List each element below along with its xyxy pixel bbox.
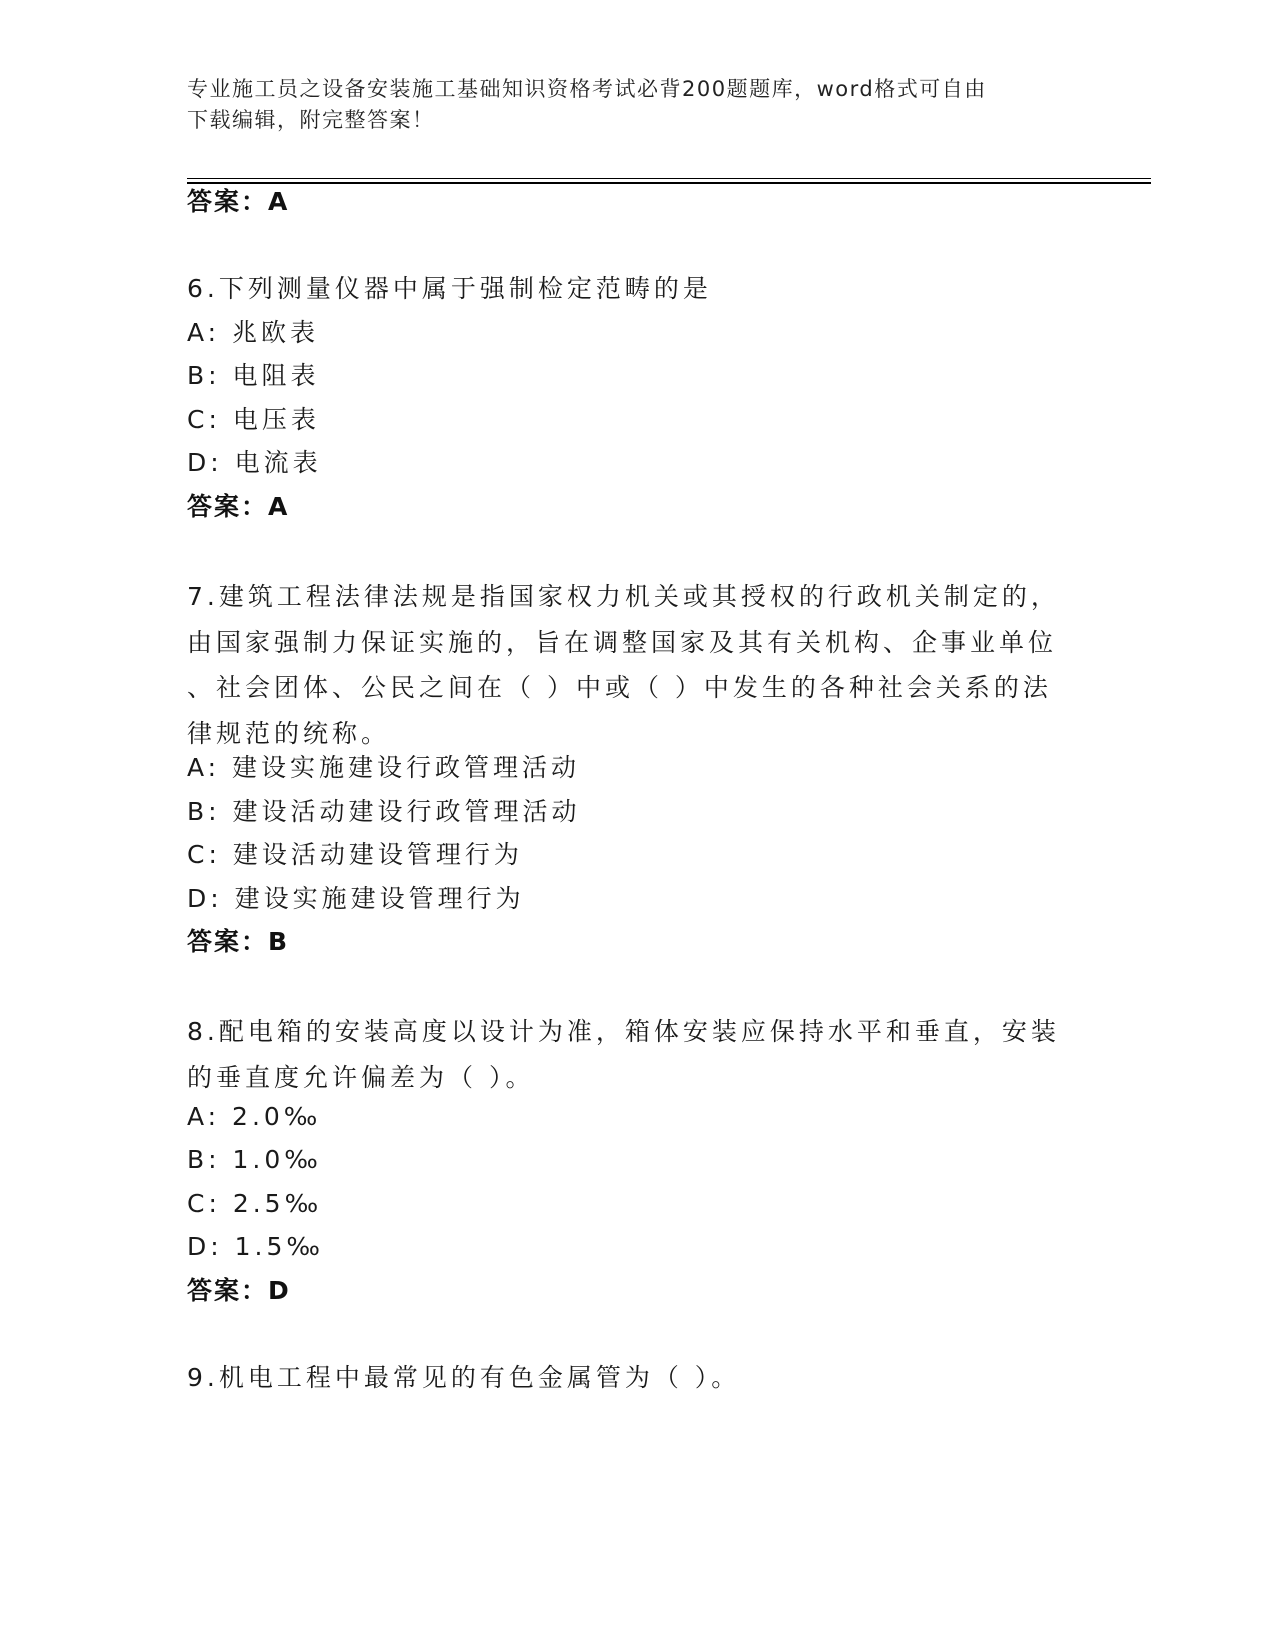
answer-prev: 答案：A bbox=[187, 187, 290, 216]
q8-line-1: 8.配电箱的安装高度以设计为准，箱体安装应保持水平和垂直，安装 bbox=[187, 1017, 1060, 1046]
q7-option-c: C: 建设活动建设管理行为 bbox=[187, 840, 523, 869]
q7-line-3: 、社会团体、公民之间在（ ）中或（ ）中发生的各种社会关系的法 bbox=[187, 673, 1052, 702]
header-line-1: 专业施工员之设备安装施工基础知识资格考试必背200题题库，word格式可自由 bbox=[187, 77, 987, 101]
q8-option-a: A: 2.0‰ bbox=[187, 1102, 322, 1131]
question-6: 6.下列测量仪器中属于强制检定范畴的是 bbox=[187, 274, 712, 303]
header-divider-thin bbox=[187, 178, 1151, 179]
q7-option-b: B: 建设活动建设行政管理活动 bbox=[187, 797, 581, 826]
question-7 bbox=[187, 574, 1067, 756]
question-8 bbox=[187, 1009, 1067, 1100]
q8-answer: 答案：D bbox=[187, 1276, 291, 1305]
q6-answer: 答案：A bbox=[187, 492, 290, 521]
q7-line-1: 7.建筑工程法律法规是指国家权力机关或其授权的行政机关制定的， bbox=[187, 582, 1060, 611]
header-divider-thick bbox=[187, 182, 1151, 184]
q7-line-2: 由国家强制力保证实施的，旨在调整国家及其有关机构、企事业单位 bbox=[187, 627, 1058, 657]
document-header bbox=[187, 74, 1067, 136]
q6-option-a: A: 兆欧表 bbox=[187, 318, 320, 347]
q7-line-4: 律规范的统称。 bbox=[187, 718, 391, 748]
q6-option-b: B: 电阻表 bbox=[187, 361, 320, 390]
q8-option-c: C: 2.5‰ bbox=[187, 1189, 323, 1218]
question-9: 9.机电工程中最常见的有色金属管为（ ）。 bbox=[187, 1363, 741, 1392]
q7-answer: 答案：B bbox=[187, 927, 290, 956]
header-line-2: 下载编辑，附完整答案！ bbox=[187, 108, 435, 132]
q6-option-d: D: 电流表 bbox=[187, 448, 322, 477]
q7-option-a: A: 建设实施建设行政管理活动 bbox=[187, 753, 581, 782]
q8-line-2: 的垂直度允许偏差为（ ）。 bbox=[187, 1062, 535, 1092]
q8-option-d: D: 1.5‰ bbox=[187, 1232, 324, 1261]
q7-option-d: D: 建设实施建设管理行为 bbox=[187, 884, 525, 913]
q6-option-c: C: 电压表 bbox=[187, 405, 320, 434]
q8-option-b: B: 1.0‰ bbox=[187, 1145, 322, 1174]
